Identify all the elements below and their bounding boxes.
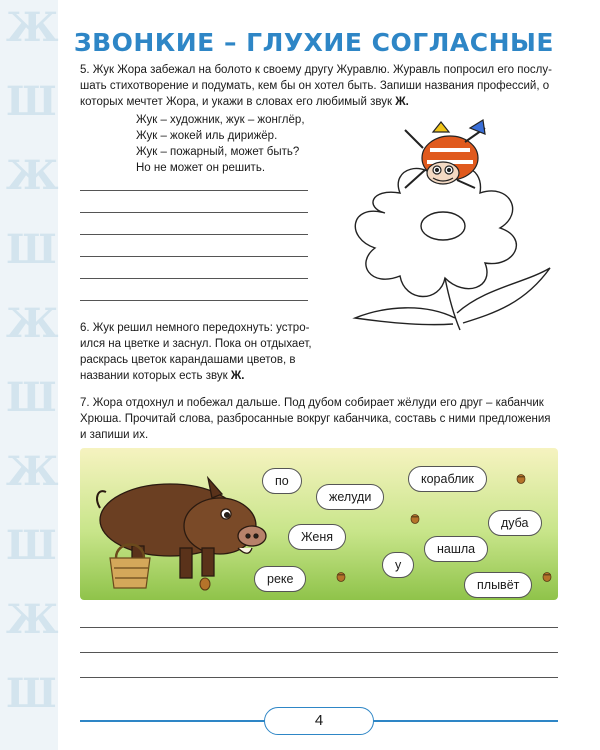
writing-line[interactable] [80,278,308,279]
task-6-line [80,368,350,384]
acorn-icon [542,570,552,582]
acorn-icon [516,472,526,484]
task-5 [80,62,560,110]
writing-line[interactable] [80,677,558,678]
task-7-line: 7. Жора отдохнул и побежал дальше. Под дубом собирает жёлуди его друг – кабанчик [80,397,544,409]
margin-letter: Ж [6,596,59,643]
margin-letter: Ш [6,226,57,273]
acorn-icon [410,512,420,524]
meadow-illustration [80,448,558,600]
word-bubble[interactable]: по [262,468,302,494]
margin-decoration [0,0,58,750]
task-7-line: и запиши их. [80,429,149,441]
poem-line: Жук – художник, жук – жонглёр, [136,114,305,126]
writing-line[interactable] [80,190,308,191]
flower-beetle-illustration[interactable] [345,118,565,333]
acorn-icon [336,570,346,582]
task-6 [80,320,350,384]
word-bubble[interactable]: нашла [424,536,488,562]
word-bubble[interactable]: плывёт [464,572,532,598]
page-number: 4 [264,707,374,735]
word-bubble[interactable]: реке [254,566,306,592]
poem-line: Жук – жокей иль дирижёр. [136,130,278,142]
margin-letter: Ш [6,78,57,125]
poem [136,112,305,176]
word-bubble[interactable]: дуба [488,510,542,536]
writing-line[interactable] [80,212,308,213]
task-6-line: раскрась цветок карандашами цветов, в [80,354,296,366]
task-5-text: которых мечтет Жора, и укажи в словах его любимый звук [80,96,396,108]
writing-line[interactable] [80,627,558,628]
task-7 [80,395,560,443]
word-bubble[interactable]: желуди [316,484,384,510]
task-6-bold: Ж. [230,370,245,382]
poem-line: Но не может он решить. [136,162,266,174]
task-6-line: 6. Жук решил немного передохнуть: устро- [80,322,310,334]
task-5-line [80,94,560,110]
task-5-bold: Ж. [395,96,409,108]
word-bubble[interactable]: кораблик [408,466,487,492]
writing-line[interactable] [80,256,308,257]
task-7-line: Хрюша. Прочитай слова, разбросанные вокруг кабанчика, составь с ними предложения [80,413,551,425]
page-title: ЗВОНКИЕ – ГЛУХИЕ СОГЛАСНЫЕ [73,28,554,57]
margin-letter: Ш [6,522,57,569]
writing-line[interactable] [80,300,308,301]
writing-line[interactable] [80,652,558,653]
margin-letter: Ж [6,300,59,347]
margin-letter: Ж [6,152,59,199]
margin-letter: Ш [6,670,57,717]
task-6-text: названии которых есть звук [80,370,231,382]
margin-letter: Ш [6,374,57,421]
task-5-line: 5. Жук Жора забежал на болото к своему другу Журавлю. Журавль попросил его послу- [80,64,552,76]
poem-line: Жук – пожарный, может быть? [136,146,300,158]
writing-line[interactable] [80,234,308,235]
margin-letter: Ж [6,448,59,495]
task-6-line: ился на цветке и заснул. Пока он отдыхает, [80,338,312,350]
boar-illustration [80,448,280,600]
task-5-line: шать стихотворение и подумать, кем бы он хотел быть. Запиши названия профессий, о [80,80,550,92]
word-bubble[interactable]: Женя [288,524,346,550]
word-bubble[interactable]: у [382,552,414,578]
margin-letter: Ж [6,4,59,51]
